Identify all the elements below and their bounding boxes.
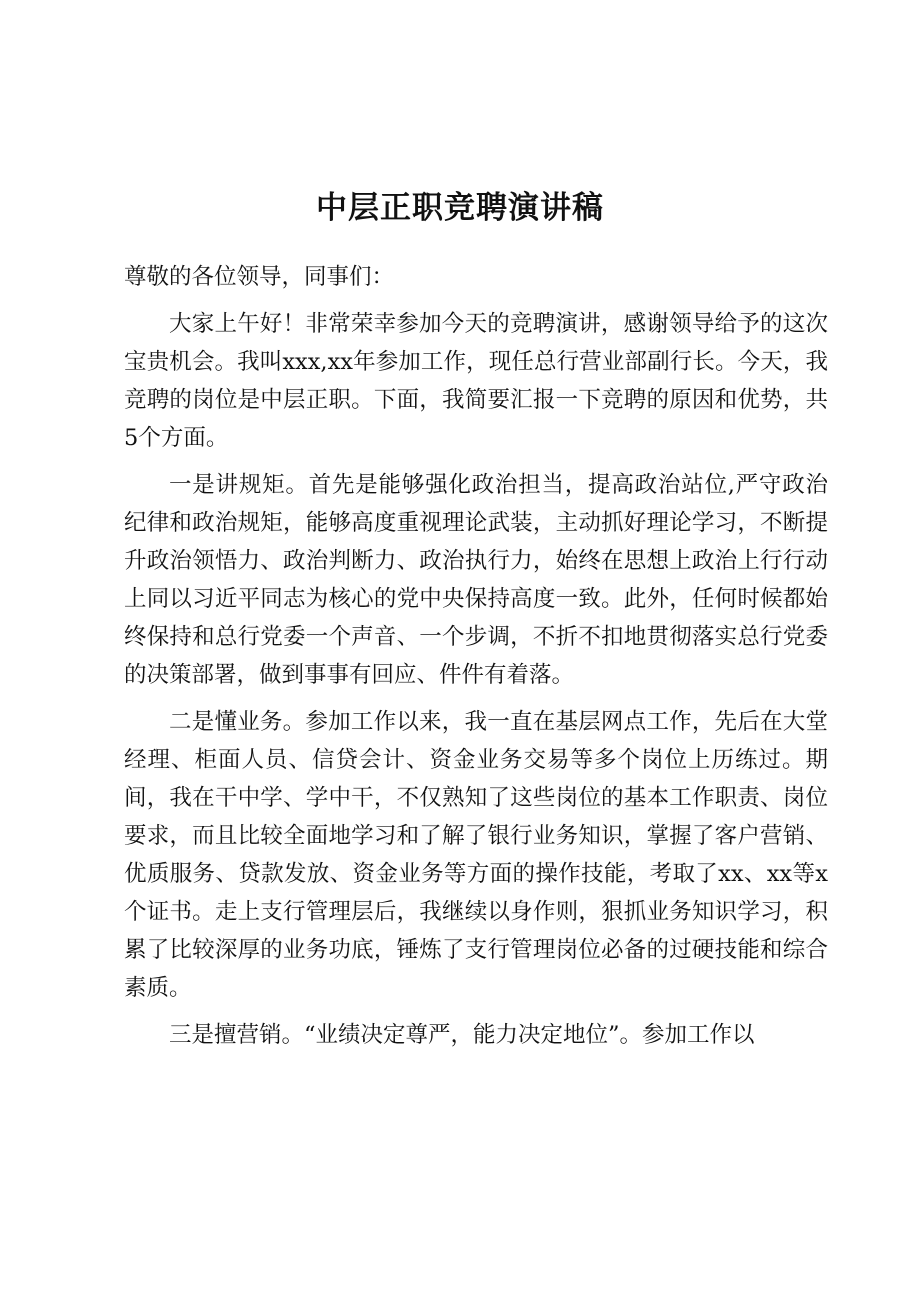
paragraph-rules: 一是讲规矩。首先是能够强化政治担当，提高政治站位,严守政治纪律和政治规矩，能够高度重视理论武装，主动抓好理论学习，不断提升政治领悟力、政治判断力、政治执行力，始终在思想上政治上行行动上同以习近平同志为核心的党中央保持高度一致。此外，任何时候都始终保持和总行党委一个声音、一个步调，不折不扣地贯彻落实总行党委的决策部署，做到事事有回应、件件有着落。	[124, 472, 828, 688]
paragraph-business: 二是懂业务。参加工作以来，我一直在基层网点工作，先后在大堂经理、柜面人员、信贷会计、资金业务交易等多个岗位上历练过。期间，我在干中学、学中干，不仅熟知了这些岗位的基本工作职责、岗位要求，而且比较全面地学习和了解了银行业务知识，掌握了客户营销、优质服务、贷款发放、资金业务等方面的操作技能，考取了xx、xx等x个证书。走上支行管理层后，我继续以身作则，狠抓业务知识学习，积累了比较深厚的业务功底，锤炼了支行管理岗位必备的过硬技能和综合素质。	[124, 709, 828, 1001]
paragraph-marketing: 三是擅营销。“业绩决定尊严，能力决定地位”。参加工作以	[169, 1022, 755, 1048]
document-body	[124, 258, 828, 1063]
salutation: 尊敬的各位领导，同事们：	[124, 264, 395, 290]
paragraph-intro: 大家上午好！非常荣幸参加今天的竞聘演讲，感谢领导给予的这次宝贵机会。我叫xxx,xx年参加工作，现任总行营业部副行长。今天，我竞聘的岗位是中层正职。下面，我简要汇报一下竞聘的原因和优势，共5个方面。	[124, 311, 828, 451]
document-title: 中层正职竞聘演讲稿	[316, 190, 604, 226]
